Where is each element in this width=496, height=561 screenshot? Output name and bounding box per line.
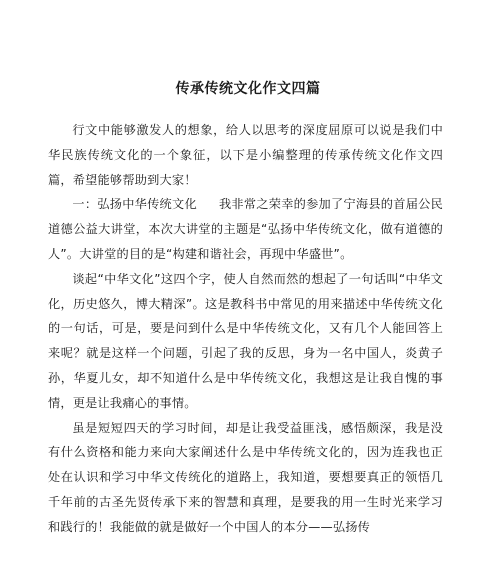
- paragraph-study-reflection: 虽是短短四天的学习时间，却是让我受益匪浅，感悟颇深，我是没有什么资格和能力来向大家阐述什么是中华传统文化的，因为连我也正处在认识和学习中华文传统化的道路上，我知道，要想要真正的领悟几千年前的古圣先贤传承下来的智慧和真理，是要我的用一生时光来学习和践行的！我能做的就是做好一个中国人的本分——弘扬传: [48, 420, 443, 534]
- section-heading: 一：弘扬中华传统文化: [72, 197, 197, 212]
- document-title: 传承传统文化作文四篇: [175, 81, 321, 97]
- paragraph-culture-discussion: 谈起“中华文化”这四个字，使人自然而然的想起了一句话叫“中华文化，历史悠久，博大精深”。这是教科书中常见的用来描述中华传统文化的一句话，可是，要是问到什么是中华传统文化，又有几个人能回答上来呢？就是这样一个问题，引起了我的反思，身为一名中国人，炎黄子孙，华夏儿女，却不知道什么是中华传统文化，我想这是让我自愧的事情，更是让我痛心的事情。: [48, 271, 443, 410]
- paragraph-intro: 行文中能够激发人的想象，给人以思考的深度屈原可以说是我们中华民族传统文化的一个象征，以下是小编整理的传承传统文化作文四篇，希望能够帮助到大家！: [48, 123, 443, 187]
- document-body: [48, 118, 443, 540]
- paragraph-section-one: [48, 192, 443, 266]
- section-one-text: 我非常之荣幸的参加了宁海县的首届公民道德公益大讲堂，本次大讲堂的主题是“弘扬中华传统文化，做有道德的人”。大讲堂的目的是“构建和谐社会，再现中华盛世”。: [48, 197, 443, 261]
